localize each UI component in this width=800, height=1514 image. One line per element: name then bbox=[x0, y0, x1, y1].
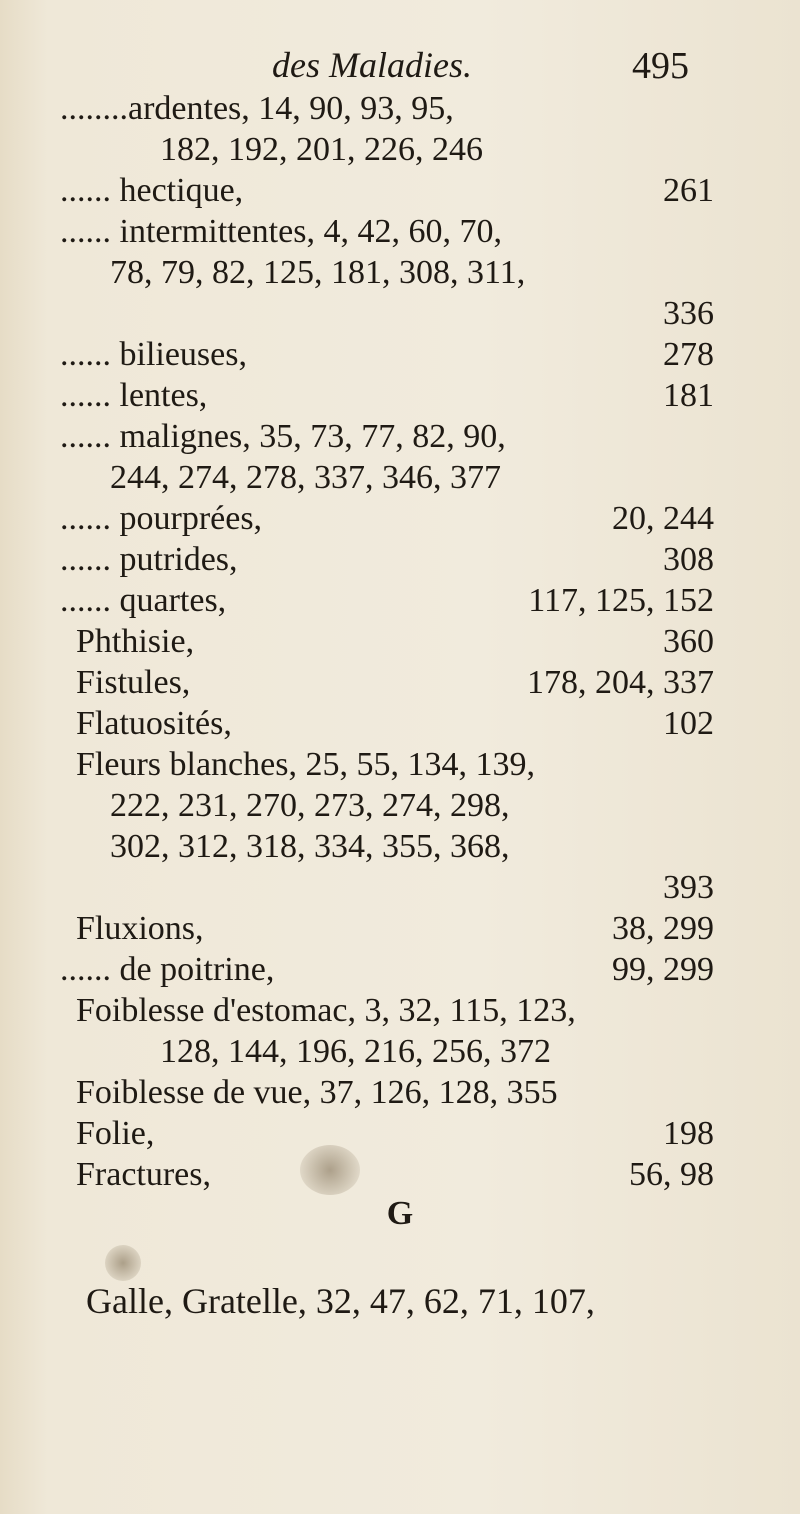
entry-term: ...... pourprées, bbox=[60, 500, 263, 537]
entry-term: Fleurs blanches, 25, 55, 134, 139, bbox=[76, 746, 535, 783]
index-entry bbox=[0, 88, 800, 129]
index-entry bbox=[0, 990, 800, 1031]
entry-pages: 336 bbox=[663, 295, 714, 332]
running-title: des Maladies. bbox=[272, 45, 472, 85]
entry-pages: 261 bbox=[663, 172, 714, 209]
entry-term: ...... de poitrine, bbox=[60, 951, 275, 988]
page-header bbox=[0, 44, 800, 94]
entry-term: Foiblesse de vue, 37, 126, 128, 355 bbox=[76, 1074, 558, 1111]
entry-pages: 38, 299 bbox=[612, 910, 714, 947]
section-letter: G bbox=[386, 1195, 414, 1232]
entry-pages: 99, 299 bbox=[612, 951, 714, 988]
ink-stain bbox=[300, 1145, 360, 1195]
index-entries bbox=[0, 88, 800, 1195]
entry-pages: 278 bbox=[663, 336, 714, 373]
index-entry bbox=[0, 293, 800, 334]
index-entry bbox=[0, 457, 800, 498]
index-entry bbox=[0, 252, 800, 293]
entry-term: Fractures, bbox=[76, 1156, 212, 1193]
entry-pages: 178, 204, 337 bbox=[527, 664, 714, 701]
entry-pages: 20, 244 bbox=[612, 500, 714, 537]
index-entry bbox=[0, 498, 800, 539]
entry-pages: 308 bbox=[663, 541, 714, 578]
index-entry bbox=[0, 785, 800, 826]
index-entry bbox=[0, 826, 800, 867]
index-entry bbox=[0, 416, 800, 457]
index-entry bbox=[0, 170, 800, 211]
entry-continuation: 222, 231, 270, 273, 274, 298, bbox=[110, 787, 510, 824]
index-entry bbox=[0, 703, 800, 744]
index-entry bbox=[0, 1031, 800, 1072]
entry-term: ...... hectique, bbox=[60, 172, 244, 209]
page-number: 495 bbox=[632, 45, 689, 87]
entry-term: ...... bilieuses, bbox=[60, 336, 247, 373]
index-entry bbox=[0, 744, 800, 785]
index-entry bbox=[0, 662, 800, 703]
index-entry bbox=[0, 129, 800, 170]
entry-term: Flatuosités, bbox=[76, 705, 232, 742]
index-entry bbox=[0, 539, 800, 580]
index-entry bbox=[0, 211, 800, 252]
entry-term: Phthisie, bbox=[76, 623, 195, 660]
entry-pages: 56, 98 bbox=[629, 1156, 714, 1193]
index-entry bbox=[0, 1154, 800, 1195]
entry-continuation: 182, 192, 201, 226, 246 bbox=[160, 131, 483, 168]
entry-term: ...... quartes, bbox=[60, 582, 227, 619]
index-entry bbox=[0, 334, 800, 375]
index-entry bbox=[0, 949, 800, 990]
index-entry bbox=[0, 1072, 800, 1113]
entry-continuation: 78, 79, 82, 125, 181, 308, 311, bbox=[110, 254, 526, 291]
index-entry bbox=[0, 867, 800, 908]
entry-pages: 198 bbox=[663, 1115, 714, 1152]
entry-term: ...... intermittentes, 4, 42, 60, 70, bbox=[60, 213, 502, 250]
ink-stain bbox=[105, 1245, 141, 1281]
entry-term: ...... malignes, 35, 73, 77, 82, 90, bbox=[60, 418, 506, 455]
index-entry-galle: Galle, Gratelle, 32, 47, 62, 71, 107, bbox=[86, 1281, 595, 1321]
entry-term: Foiblesse d'estomac, 3, 32, 115, 123, bbox=[76, 992, 576, 1029]
entry-continuation: 244, 274, 278, 337, 346, 377 bbox=[110, 459, 501, 496]
entry-term: ...... lentes, bbox=[60, 377, 208, 414]
index-entry bbox=[0, 908, 800, 949]
entry-term: Fistules, bbox=[76, 664, 191, 701]
entry-pages: 360 bbox=[663, 623, 714, 660]
index-entry bbox=[0, 621, 800, 662]
entry-term: ...... putrides, bbox=[60, 541, 238, 578]
entry-continuation: 128, 144, 196, 216, 256, 372 bbox=[160, 1033, 551, 1070]
entry-pages: 181 bbox=[663, 377, 714, 414]
entry-pages: 393 bbox=[663, 869, 714, 906]
entry-continuation: 302, 312, 318, 334, 355, 368, bbox=[110, 828, 510, 865]
index-entry bbox=[0, 375, 800, 416]
entry-pages: 102 bbox=[663, 705, 714, 742]
index-entry bbox=[0, 1113, 800, 1154]
index-entry bbox=[0, 580, 800, 621]
entry-term: ........ardentes, 14, 90, 93, 95, bbox=[60, 90, 454, 127]
entry-term: Fluxions, bbox=[76, 910, 204, 947]
entry-term: Folie, bbox=[76, 1115, 155, 1152]
entry-pages: 117, 125, 152 bbox=[528, 582, 714, 619]
